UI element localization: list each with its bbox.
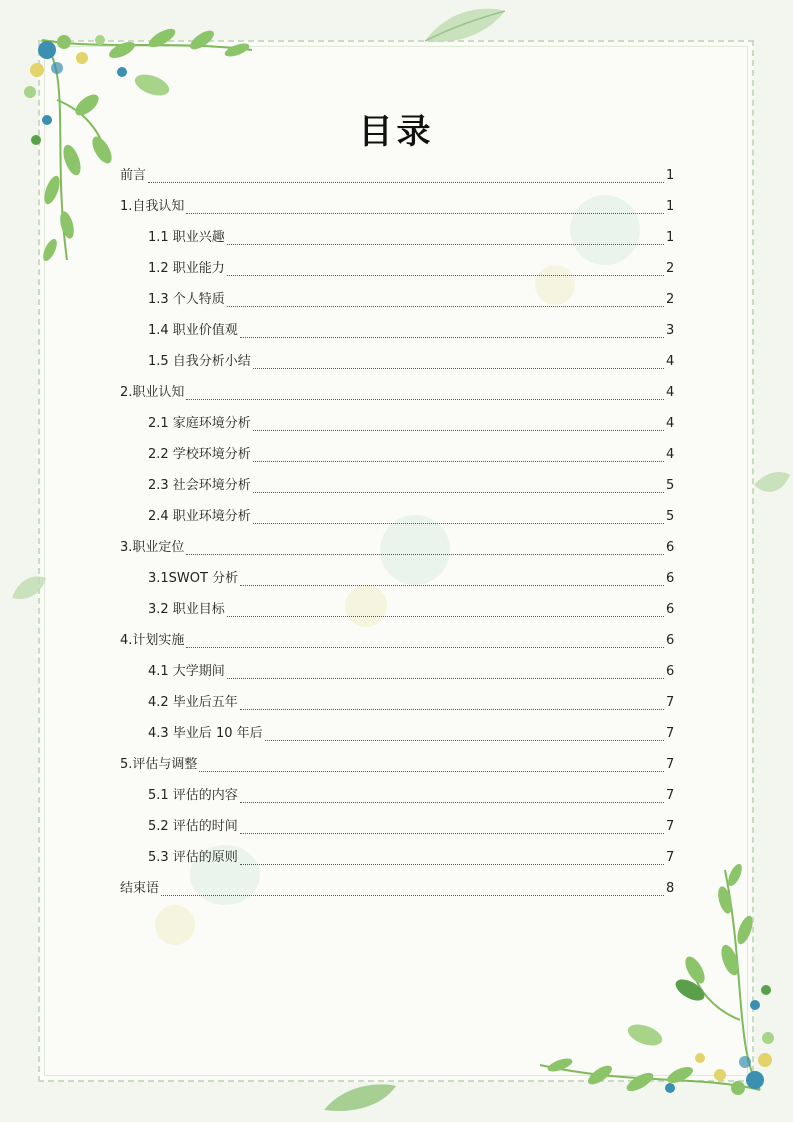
toc-entry-label: 1.自我认知 <box>120 199 185 214</box>
toc-entry-label: 1.1 职业兴趣 <box>148 230 225 245</box>
toc-dot-leader <box>186 398 664 400</box>
toc-dot-leader <box>148 181 664 183</box>
toc-dot-leader <box>253 460 664 462</box>
toc-page-number: 4 <box>666 416 675 431</box>
toc-page-number: 8 <box>666 881 675 896</box>
toc-entry-label: 4.3 毕业后 10 年后 <box>148 726 263 741</box>
toc-page-number: 7 <box>666 757 675 772</box>
toc-entry-label: 2.3 社会环境分析 <box>148 478 251 493</box>
toc-dot-leader <box>227 677 664 679</box>
toc-page-number: 7 <box>666 788 675 803</box>
toc-entry-label: 结束语 <box>120 881 160 896</box>
toc-entry[interactable] <box>120 501 674 532</box>
leaf-decoration-right <box>752 465 792 505</box>
toc-entry-label: 4.1 大学期间 <box>148 664 225 679</box>
toc-page-number: 2 <box>666 292 675 307</box>
toc-entry[interactable] <box>120 253 674 284</box>
toc-entry-label: 4.计划实施 <box>120 633 185 648</box>
toc-entry[interactable] <box>120 842 674 873</box>
toc-entry-label: 1.2 职业能力 <box>148 261 225 276</box>
toc-page-number: 4 <box>666 354 675 369</box>
toc-entry[interactable] <box>120 377 674 408</box>
toc-entry-label: 2.1 家庭环境分析 <box>148 416 251 431</box>
toc-entry[interactable] <box>120 656 674 687</box>
toc-dot-leader <box>227 243 664 245</box>
toc-entry[interactable] <box>120 408 674 439</box>
toc-entry-label: 2.4 职业环境分析 <box>148 509 251 524</box>
toc-page-number: 4 <box>666 447 675 462</box>
toc-page-number: 7 <box>666 850 675 865</box>
toc-entry-label: 5.3 评估的原则 <box>148 850 238 865</box>
toc-page-number: 7 <box>666 726 675 741</box>
toc-dot-leader <box>240 708 664 710</box>
background-blob <box>155 905 195 945</box>
toc-dot-leader <box>240 863 664 865</box>
toc-dot-leader <box>253 429 664 431</box>
toc-dot-leader <box>240 336 664 338</box>
toc-page-number: 6 <box>666 540 675 555</box>
toc-page-number: 2 <box>666 261 675 276</box>
toc-entry[interactable] <box>120 439 674 470</box>
toc-dot-leader <box>240 584 664 586</box>
toc-dot-leader <box>227 615 664 617</box>
toc-entry[interactable] <box>120 749 674 780</box>
toc-entry[interactable] <box>120 222 674 253</box>
toc-entry-label: 5.2 评估的时间 <box>148 819 238 834</box>
leaf-decoration-left <box>8 568 48 608</box>
toc-entry[interactable] <box>120 811 674 842</box>
toc-entry-label: 2.职业认知 <box>120 385 185 400</box>
table-of-contents <box>120 160 674 904</box>
toc-entry-label: 3.职业定位 <box>120 540 185 555</box>
toc-entry[interactable] <box>120 780 674 811</box>
toc-dot-leader <box>186 212 664 214</box>
toc-entry[interactable] <box>120 873 674 904</box>
toc-entry[interactable] <box>120 191 674 222</box>
toc-entry-label: 1.4 职业价值观 <box>148 323 238 338</box>
toc-entry[interactable] <box>120 532 674 563</box>
toc-entry-label: 前言 <box>120 168 147 183</box>
page-title: 目录 <box>358 112 435 152</box>
leaf-decoration-bottom <box>320 1080 400 1114</box>
toc-page-number: 6 <box>666 633 675 648</box>
toc-page-number: 3 <box>666 323 675 338</box>
toc-entry[interactable] <box>120 470 674 501</box>
toc-dot-leader <box>227 305 664 307</box>
toc-dot-leader <box>186 553 664 555</box>
toc-entry-label: 3.1SWOT 分析 <box>148 571 239 586</box>
toc-dot-leader <box>227 274 664 276</box>
toc-entry[interactable] <box>120 718 674 749</box>
toc-page-number: 1 <box>666 230 675 245</box>
toc-page-number: 4 <box>666 385 675 400</box>
toc-entry-label: 4.2 毕业后五年 <box>148 695 238 710</box>
toc-entry[interactable] <box>120 160 674 191</box>
toc-entry-label: 5.1 评估的内容 <box>148 788 238 803</box>
toc-page-number: 7 <box>666 819 675 834</box>
toc-page-number: 6 <box>666 602 675 617</box>
toc-dot-leader <box>199 770 664 772</box>
toc-dot-leader <box>161 894 664 896</box>
toc-dot-leader <box>240 801 664 803</box>
toc-entry-label: 1.5 自我分析小结 <box>148 354 251 369</box>
toc-dot-leader <box>240 832 664 834</box>
toc-entry[interactable] <box>120 315 674 346</box>
toc-entry-label: 2.2 学校环境分析 <box>148 447 251 462</box>
toc-entry-label: 3.2 职业目标 <box>148 602 225 617</box>
toc-entry[interactable] <box>120 284 674 315</box>
toc-entry[interactable] <box>120 594 674 625</box>
toc-page-number: 5 <box>666 478 675 493</box>
leaf-decoration-top <box>420 6 510 46</box>
toc-page-number: 1 <box>666 168 675 183</box>
toc-dot-leader <box>253 367 664 369</box>
toc-entry[interactable] <box>120 687 674 718</box>
toc-page-number: 6 <box>666 571 675 586</box>
toc-entry[interactable] <box>120 346 674 377</box>
toc-entry[interactable] <box>120 625 674 656</box>
toc-dot-leader <box>265 739 664 741</box>
toc-dot-leader <box>186 646 664 648</box>
toc-entry-label: 5.评估与调整 <box>120 757 198 772</box>
toc-dot-leader <box>253 491 664 493</box>
toc-entry[interactable] <box>120 563 674 594</box>
toc-page-number: 1 <box>666 199 675 214</box>
toc-entry-label: 1.3 个人特质 <box>148 292 225 307</box>
toc-page-number: 7 <box>666 695 675 710</box>
toc-page-number: 5 <box>666 509 675 524</box>
toc-page-number: 6 <box>666 664 675 679</box>
toc-dot-leader <box>253 522 664 524</box>
